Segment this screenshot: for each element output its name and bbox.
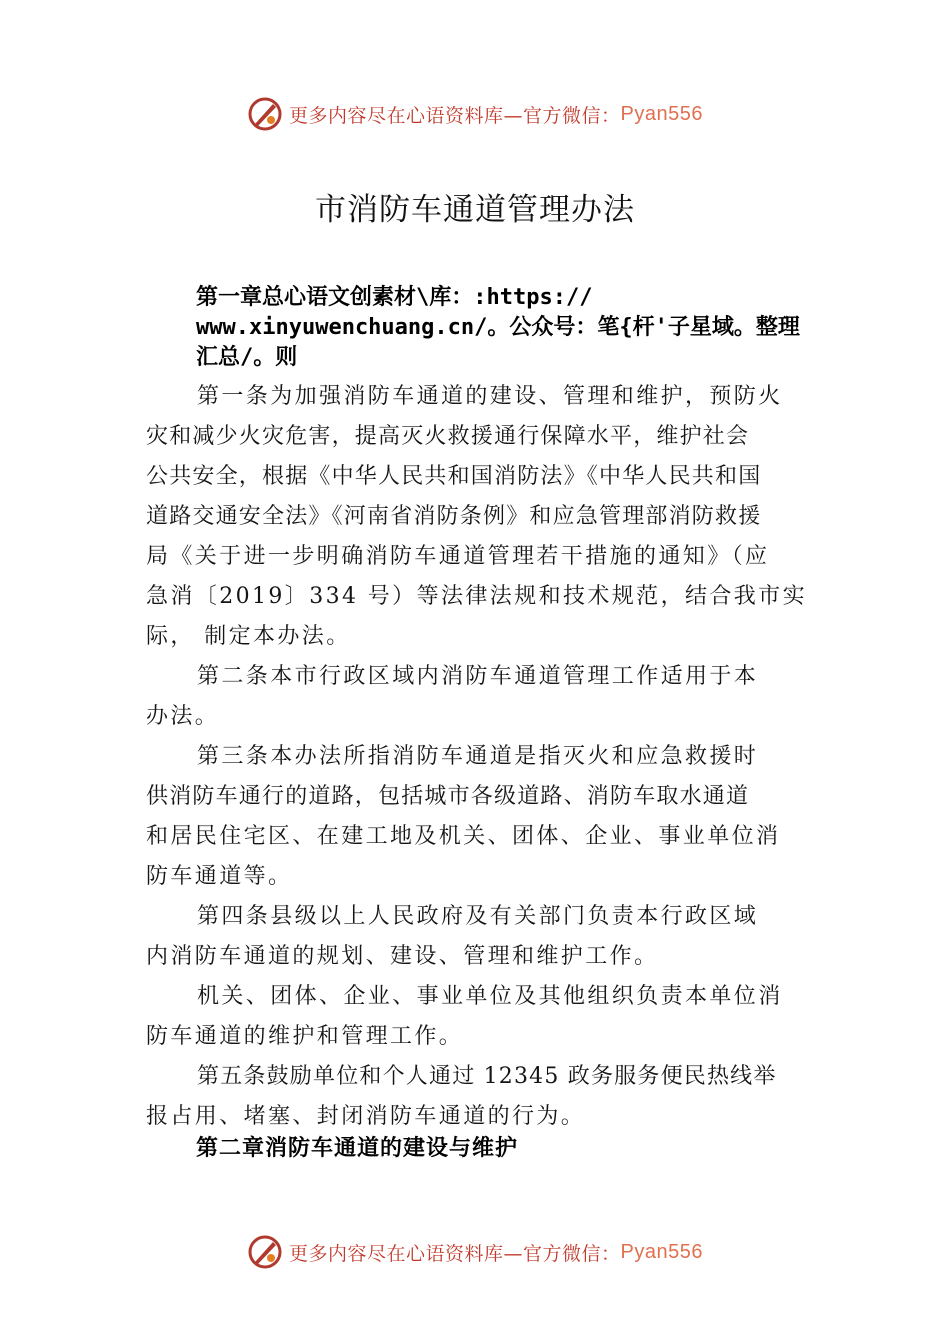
body-line: 第二条本市行政区域内消防车通道管理工作适用于本 (197, 664, 759, 689)
body-line: 灾和减少火灾危害，提高灭火救援通行保障水平，维护社会 (146, 424, 750, 449)
body-line: 第一条为加强消防车通道的建设、管理和维护，预防火 (197, 384, 783, 409)
body-line: 报占用、堵塞、封闭消防车通道的行为。 (146, 1104, 586, 1129)
chapter-1-heading-line: 第一章总心语文创素材\库：:https:// (196, 285, 593, 310)
footer-banner (0, 1232, 950, 1272)
body-line: 道路交通安全法》《河南省消防条例》和应急管理部消防救援 (146, 504, 762, 529)
chapter-1-heading-line: 汇总/。则 (196, 345, 298, 370)
body-line: 防车通道的维护和管理工作。 (146, 1024, 464, 1049)
body-line: 防车通道等。 (146, 864, 293, 889)
chapter-1-heading-line: www.xinyuwenchuang.cn/。公众号：笔{杆'子星域。整理 (196, 315, 800, 340)
header-banner (0, 94, 950, 134)
pen-circle-logo-icon (247, 1234, 283, 1270)
pen-circle-logo-icon (247, 96, 283, 132)
body-line: 机关、团体、企业、事业单位及其他组织负责本单位消 (197, 984, 783, 1009)
body-line: 公共安全，根据《中华人民共和国消防法》《中华人民共和国 (146, 464, 762, 489)
body-line: 内消防车通道的规划、建设、管理和维护工作。 (146, 944, 659, 969)
chapter-2-heading: 第二章消防车通道的建设与维护 (196, 1136, 519, 1161)
body-line: 急消〔2019〕334 号）等法律法规和技术规范，结合我市实 (146, 584, 807, 609)
body-line: 际， 制定本办法。 (146, 624, 351, 649)
body-line: 办法。 (146, 704, 220, 729)
banner-text: 更多内容尽在心语资料库—官方微信： (289, 1242, 621, 1265)
body-line: 供消防车通行的道路，包括城市各级道路、消防车取水通道 (146, 784, 750, 809)
body-line: 第五条鼓励单位和个人通过 12345 政务服务便民热线举 (197, 1064, 777, 1089)
body-line: 第四条县级以上人民政府及有关部门负责本行政区域 (197, 904, 759, 929)
body-line: 第三条本办法所指消防车通道是指灭火和应急救援时 (197, 744, 759, 769)
body-line: 局《关于进一步明确消防车通道管理若干措施的通知》（应 (146, 544, 770, 569)
body-line: 和居民住宅区、在建工地及机关、团体、企业、事业单位消 (146, 824, 781, 849)
banner-wechat-id: Pyan556 (620, 102, 703, 125)
banner-text: 更多内容尽在心语资料库—官方微信： (289, 104, 621, 127)
banner-wechat-id: Pyan556 (620, 1240, 703, 1263)
chapter-1-heading (196, 283, 846, 373)
page-title: 市消防车通道管理办法 (315, 192, 635, 228)
